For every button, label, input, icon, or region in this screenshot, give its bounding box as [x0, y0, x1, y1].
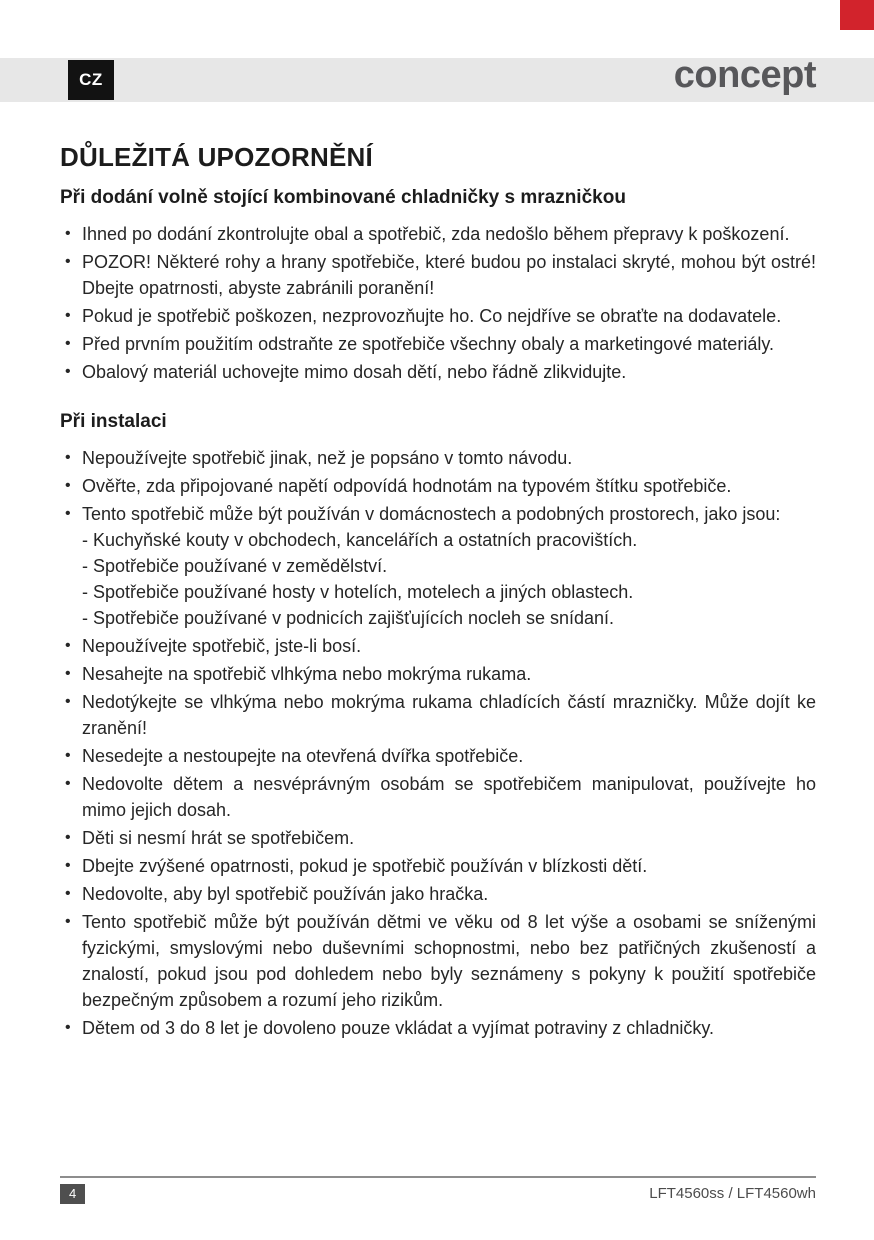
footer-divider — [60, 1176, 816, 1178]
bullet-item — [60, 359, 816, 385]
bullet-list — [60, 221, 816, 385]
bullet-item — [60, 249, 816, 301]
bullet-text: Nedotýkejte se vlhkýma nebo mokrýma rukama chladících částí mrazničky. Může dojít ke zranění! — [82, 692, 816, 738]
sections — [60, 187, 816, 1041]
bullet-text: Nesahejte na spotřebič vlhkýma nebo mokrýma rukama. — [82, 664, 532, 684]
bullet-item — [60, 303, 816, 329]
bullet-text: Nesedejte a nestoupejte na otevřená dvířka spotřebiče. — [82, 746, 524, 766]
bullet-text: Tento spotřebič může být používán v domácnostech a podobných prostorech, jako jsou: — [82, 504, 781, 524]
bullet-text: Pokud je spotřebič poškozen, nezprovozňujte ho. Co nejdříve se obraťte na dodavatele. — [82, 306, 782, 326]
page-title: DŮLEŽITÁ UPOZORNĚNÍ — [60, 142, 373, 172]
bullet-item — [60, 445, 816, 471]
bullet-subline: - Spotřebiče používané v zemědělství. — [82, 556, 388, 576]
bullet-item — [60, 331, 816, 357]
bullet-item — [60, 853, 816, 879]
bullet-item — [60, 881, 816, 907]
bullet-item — [60, 633, 816, 659]
bullet-item — [60, 909, 816, 1013]
bullet-text: Nepoužívejte spotřebič jinak, než je popsáno v tomto návodu. — [82, 448, 573, 468]
bullet-item — [60, 661, 816, 687]
bullet-list — [60, 445, 816, 1041]
bullet-text: Nepoužívejte spotřebič, jste-li bosí. — [82, 636, 362, 656]
bullet-text: Před prvním použitím odstraňte ze spotřebiče všechny obaly a marketingové materiály. — [82, 334, 774, 354]
language-badge: CZ — [68, 60, 114, 100]
bullet-item — [60, 825, 816, 851]
bullet-text: Obalový materiál uchovejte mimo dosah dětí, nebo řádně zlikvidujte. — [82, 362, 627, 382]
bullet-text: Nedovolte dětem a nesvéprávným osobám se spotřebičem manipulovat, používejte ho mimo jejich dosah. — [82, 774, 816, 820]
section-heading: Při instalaci — [60, 411, 167, 432]
bullet-text: Děti si nesmí hrát se spotřebičem. — [82, 828, 355, 848]
bullet-text: Tento spotřebič může být používán dětmi ve věku od 8 let výše a osobami se sníženými fyzickými, smyslovými nebo duševními schopnostmi, nebo bez patřičných zkušeností a znalostí, pokud jsou pod dohledem nebo byly seznámeny s pokyny k použití spotřebiče bezpečným způsobem a rozumí jeho rizikům. — [82, 912, 816, 1010]
bullet-text: Ověřte, zda připojované napětí odpovídá hodnotám na typovém štítku spotřebiče. — [82, 476, 732, 496]
bullet-text: Dětem od 3 do 8 let je dovoleno pouze vkládat a vyjímat potraviny z chladničky. — [82, 1018, 715, 1038]
bullet-subline: - Kuchyňské kouty v obchodech, kancelářích a ostatních pracovištích. — [82, 530, 638, 550]
bullet-item — [60, 221, 816, 247]
model-label: LFT4560ss / LFT4560wh — [649, 1185, 816, 1202]
bullet-item — [60, 743, 816, 769]
bullet-item — [60, 501, 816, 631]
bullet-subline: - Spotřebiče používané v podnicích zajišťujících nocleh se snídaní. — [82, 608, 615, 628]
bullet-item — [60, 771, 816, 823]
bullet-text: Nedovolte, aby byl spotřebič používán jako hračka. — [82, 884, 489, 904]
page-content — [60, 142, 816, 1043]
bullet-text: Ihned po dodání zkontrolujte obal a spotřebič, zda nedošlo během přepravy k poškození. — [82, 224, 790, 244]
bullet-item — [60, 1015, 816, 1041]
brand-logo: concept — [673, 54, 816, 96]
bullet-text: POZOR! Některé rohy a hrany spotřebiče, které budou po instalaci skryté, mohou být ostré! Dbejte opatrnosti, abyste zabránili poranění! — [82, 252, 816, 298]
bullet-item — [60, 689, 816, 741]
page-corner-mark — [840, 0, 874, 30]
page-number: 4 — [60, 1184, 85, 1204]
bullet-subline: - Spotřebiče používané hosty v hotelích, motelech a jiných oblastech. — [82, 582, 634, 602]
section-heading: Při dodání volně stojící kombinované chladničky s mrazničkou — [60, 187, 626, 208]
bullet-item — [60, 473, 816, 499]
bullet-text: Dbejte zvýšené opatrnosti, pokud je spotřebič používán v blízkosti dětí. — [82, 856, 648, 876]
